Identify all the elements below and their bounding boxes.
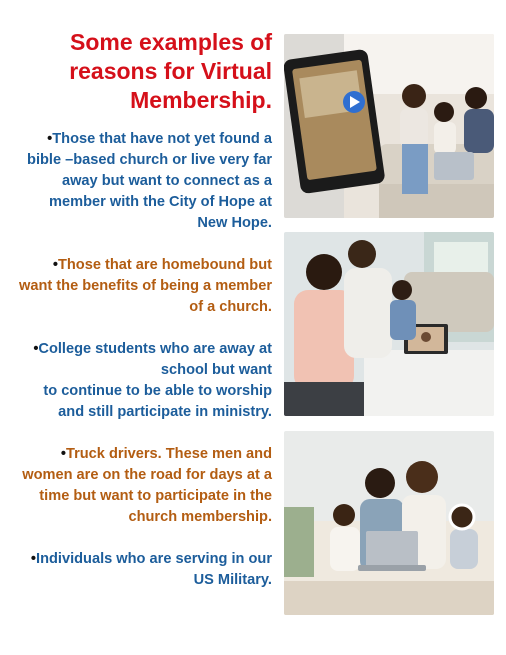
page-title (8, 28, 272, 115)
reason-item (8, 339, 272, 423)
bullet-icon: • (60, 446, 66, 462)
reason-line: member with the City of Hope at (49, 194, 272, 210)
title-line: Membership. (130, 87, 272, 113)
reason-line: time but want to participate in the (39, 488, 272, 504)
family-with-laptop-photo (284, 431, 494, 615)
reason-line: want the benefits of being a member (19, 278, 272, 294)
bullet-icon: • (33, 341, 39, 357)
reason-line: and still participate in ministry. (58, 404, 272, 420)
family-video-call-photo (284, 232, 494, 416)
play-button-icon (343, 91, 365, 113)
bullet-icon: • (52, 257, 58, 273)
reason-item (8, 255, 272, 318)
tablet-family-on-couch-photo (284, 34, 494, 218)
reason-item (8, 549, 272, 591)
title-line: Some examples of (70, 29, 272, 55)
reason-line: to continue to be able to worship (43, 383, 272, 399)
reason-line: College students who are away at (38, 341, 272, 357)
reason-line: Truck drivers. These men and (65, 446, 272, 462)
reason-line: away but want to connect as a (61, 173, 272, 189)
reason-line: school but want (160, 362, 272, 378)
reason-line: US Military. (193, 572, 272, 588)
reason-item (8, 444, 272, 528)
reason-line: Those that are homebound but (57, 257, 272, 273)
reason-line: church membership. (128, 509, 272, 525)
reason-line: bible –based church or live very far (27, 152, 272, 168)
reason-line: Individuals who are serving in our (36, 551, 272, 567)
reason-line: women are on the road for days at a (22, 467, 272, 483)
reason-line: Those that have not yet found a (52, 131, 272, 147)
bullet-icon: • (47, 131, 53, 147)
text-column (8, 28, 272, 612)
reason-line: of a church. (189, 299, 272, 315)
reason-line: New Hope. (197, 215, 272, 231)
bullet-icon: • (30, 551, 37, 567)
title-line: reasons for Virtual (69, 58, 272, 84)
reason-item (8, 129, 272, 234)
laptop-icon (358, 531, 426, 571)
